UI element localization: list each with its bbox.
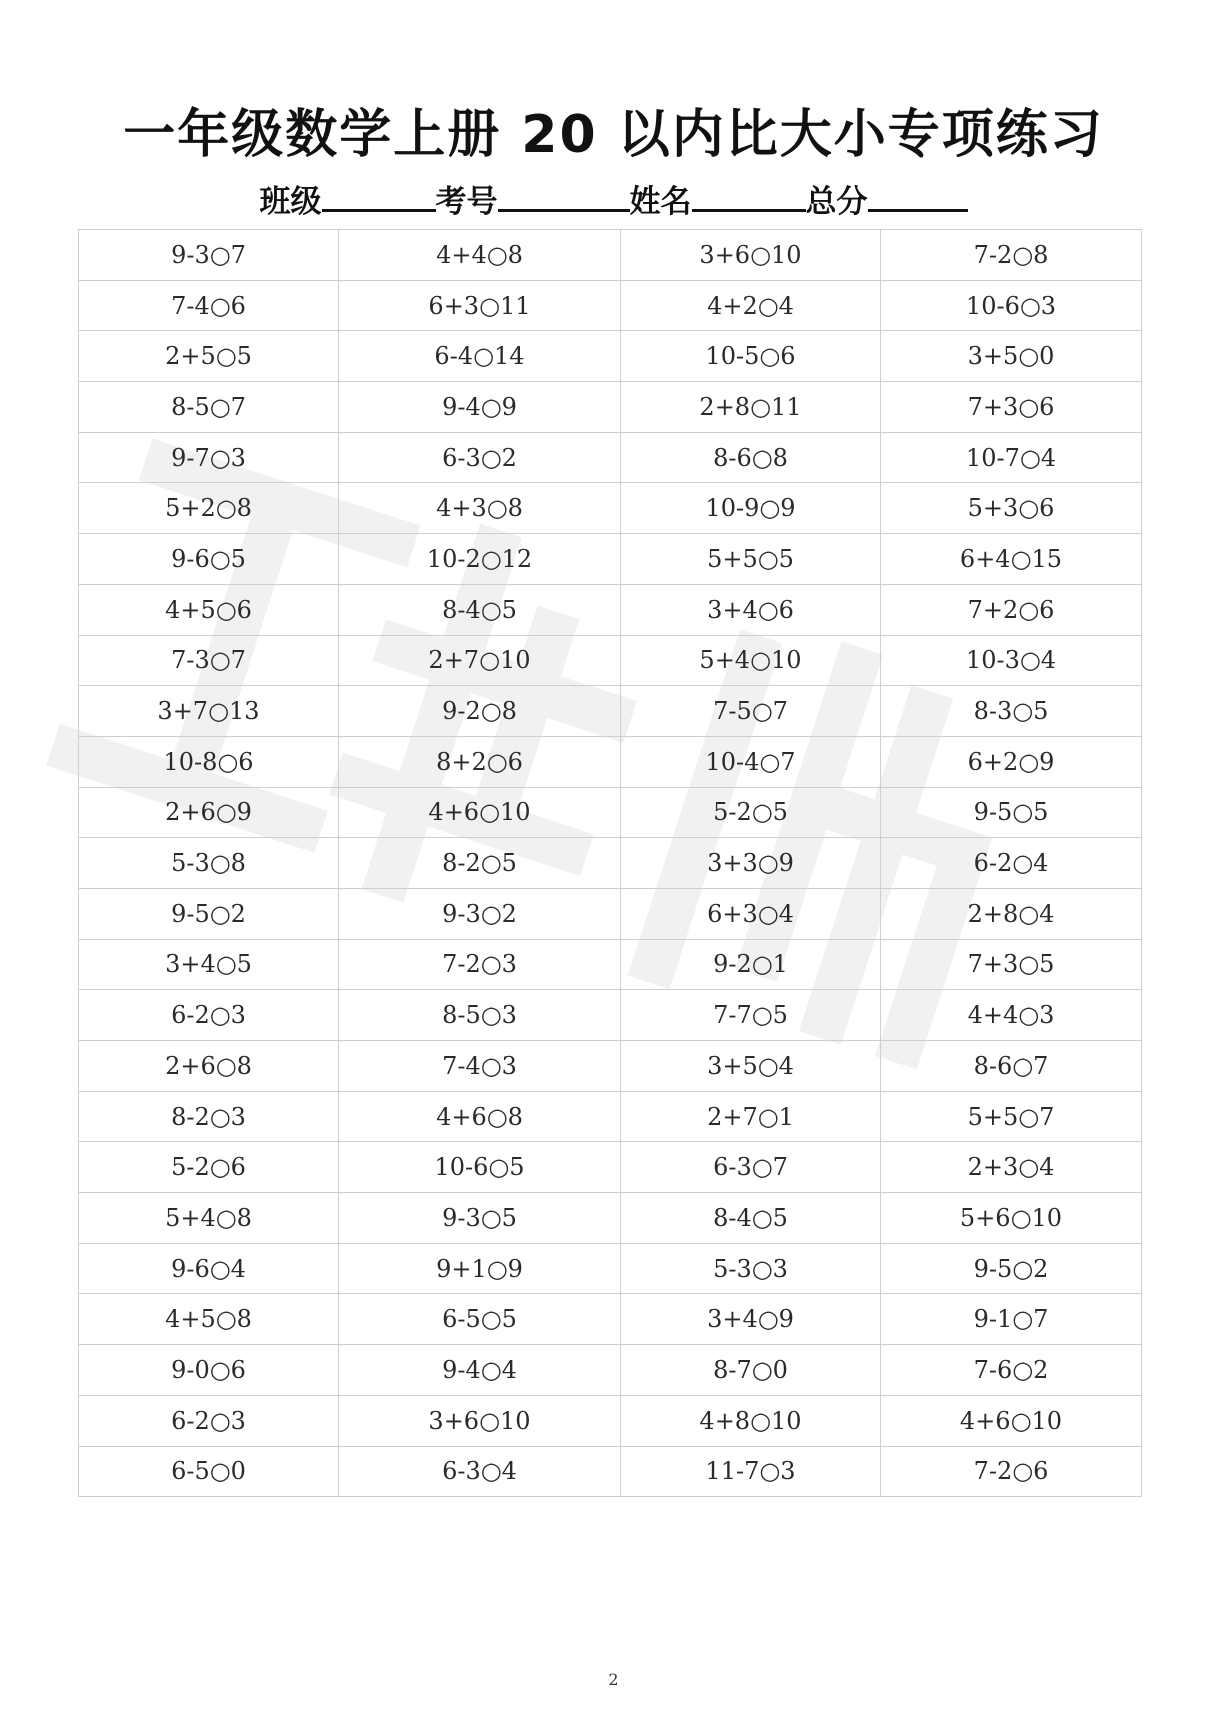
exercise-cell[interactable]: 10-4○7 [621, 736, 881, 787]
exercise-cell[interactable]: 4+5○8 [79, 1294, 339, 1345]
exercise-cell[interactable]: 9-0○6 [79, 1345, 339, 1396]
table-row [79, 1446, 1142, 1497]
exercise-cell[interactable]: 4+6○10 [339, 787, 621, 838]
name-label: 姓名 [629, 184, 692, 220]
exercise-cell[interactable]: 2+8○11 [621, 382, 881, 433]
exercise-cell[interactable]: 8-3○5 [881, 686, 1142, 737]
exercise-cell[interactable]: 10-7○4 [881, 432, 1142, 483]
table-row [79, 483, 1142, 534]
exercise-cell[interactable]: 3+5○0 [881, 331, 1142, 382]
table-row [79, 1142, 1142, 1193]
table-row [79, 1243, 1142, 1294]
exercise-cell[interactable]: 6+3○4 [621, 888, 881, 939]
exercise-cell[interactable]: 7-6○2 [881, 1345, 1142, 1396]
exam-number-blank[interactable] [498, 179, 630, 212]
exercise-cell[interactable]: 5+4○8 [79, 1193, 339, 1244]
exercise-cell[interactable]: 5-3○8 [79, 838, 339, 889]
exercise-cell[interactable]: 9-3○5 [339, 1193, 621, 1244]
exercise-cell[interactable]: 9-3○2 [339, 888, 621, 939]
exercise-cell[interactable]: 8-6○7 [881, 1041, 1142, 1092]
table-row [79, 686, 1142, 737]
exercise-cell[interactable]: 4+3○8 [339, 483, 621, 534]
exercise-cell[interactable]: 7-4○3 [339, 1041, 621, 1092]
exercise-table [78, 229, 1142, 1497]
table-row [79, 230, 1142, 281]
name-field [630, 176, 806, 221]
total-score-field [806, 176, 968, 221]
exercise-cell[interactable]: 4+8○10 [621, 1395, 881, 1446]
exercise-cell[interactable]: 7-3○7 [79, 635, 339, 686]
exercise-cell[interactable]: 2+6○8 [79, 1041, 339, 1092]
exercise-cell[interactable]: 4+4○8 [339, 230, 621, 281]
exercise-cell[interactable]: 6-2○3 [79, 1395, 339, 1446]
table-row [79, 331, 1142, 382]
exercise-cell[interactable]: 3+4○5 [79, 939, 339, 990]
exercise-cell[interactable]: 4+4○3 [881, 990, 1142, 1041]
exercise-cell[interactable]: 8-4○5 [621, 1193, 881, 1244]
exercise-cell[interactable]: 6-3○7 [621, 1142, 881, 1193]
table-row [79, 432, 1142, 483]
exercise-cell[interactable]: 10-9○9 [621, 483, 881, 534]
exercise-cell[interactable]: 10-8○6 [79, 736, 339, 787]
exercise-cell[interactable]: 7-5○7 [621, 686, 881, 737]
exercise-cell[interactable]: 10-3○4 [881, 635, 1142, 686]
exercise-cell[interactable]: 9-7○3 [79, 432, 339, 483]
exercise-cell[interactable]: 7-2○3 [339, 939, 621, 990]
exercise-cell[interactable]: 3+4○6 [621, 584, 881, 635]
exercise-cell[interactable]: 9-1○7 [881, 1294, 1142, 1345]
exercise-cell[interactable]: 7-7○5 [621, 990, 881, 1041]
exercise-cell[interactable]: 7+2○6 [881, 584, 1142, 635]
exercise-cell[interactable]: 2+6○9 [79, 787, 339, 838]
exercise-cell[interactable]: 3+4○9 [621, 1294, 881, 1345]
table-row [79, 1091, 1142, 1142]
table-row [79, 939, 1142, 990]
exercise-cell[interactable]: 7-4○6 [79, 280, 339, 331]
exercise-cell[interactable]: 8+2○6 [339, 736, 621, 787]
exercise-cell[interactable]: 6+4○15 [881, 534, 1142, 585]
exercise-cell[interactable]: 10-2○12 [339, 534, 621, 585]
exam-number-field [436, 176, 630, 221]
exercise-cell[interactable]: 9+1○9 [339, 1243, 621, 1294]
table-row [79, 1041, 1142, 1092]
exercise-cell[interactable]: 6-4○14 [339, 331, 621, 382]
exercise-cell[interactable]: 6+3○11 [339, 280, 621, 331]
table-row [79, 1294, 1142, 1345]
exercise-cell[interactable]: 5+2○8 [79, 483, 339, 534]
exam-number-label: 考号 [435, 184, 498, 220]
exercise-cell[interactable]: 5+5○7 [881, 1091, 1142, 1142]
exercise-cell[interactable]: 2+3○4 [881, 1142, 1142, 1193]
exercise-cell[interactable]: 8-5○7 [79, 382, 339, 433]
exercise-cell[interactable]: 9-4○4 [339, 1345, 621, 1396]
exercise-cell[interactable]: 10-5○6 [621, 331, 881, 382]
page-number: 2 [608, 1670, 619, 1689]
exercise-cell[interactable]: 6-5○0 [79, 1446, 339, 1497]
class-label: 班级 [259, 184, 322, 220]
exercise-cell[interactable]: 10-6○3 [881, 280, 1142, 331]
exercise-cell[interactable]: 7-2○8 [881, 230, 1142, 281]
student-info-line [0, 176, 1227, 221]
exercise-cell[interactable]: 9-6○4 [79, 1243, 339, 1294]
exercise-cell[interactable]: 3+6○10 [621, 230, 881, 281]
exercise-cell[interactable]: 8-4○5 [339, 584, 621, 635]
exercise-cell[interactable]: 4+6○10 [881, 1395, 1142, 1446]
table-row [79, 736, 1142, 787]
exercise-cell[interactable]: 4+5○6 [79, 584, 339, 635]
table-row [79, 280, 1142, 331]
table-row [79, 1193, 1142, 1244]
exercise-cell[interactable]: 3+5○4 [621, 1041, 881, 1092]
exercise-cell[interactable]: 6-2○3 [79, 990, 339, 1041]
exercise-cell[interactable]: 3+7○13 [79, 686, 339, 737]
exercise-cell[interactable]: 9-5○5 [881, 787, 1142, 838]
exercise-cell[interactable]: 5-2○6 [79, 1142, 339, 1193]
exercise-cell[interactable]: 3+3○9 [621, 838, 881, 889]
class-blank[interactable] [322, 179, 436, 212]
exercise-cell[interactable]: 2+5○5 [79, 331, 339, 382]
exercise-cell[interactable]: 9-5○2 [79, 888, 339, 939]
exercise-cell[interactable]: 5-3○3 [621, 1243, 881, 1294]
exercise-cell[interactable]: 5-2○5 [621, 787, 881, 838]
exercise-cell[interactable]: 11-7○3 [621, 1446, 881, 1497]
class-field [260, 176, 436, 221]
exercise-cell[interactable]: 9-3○7 [79, 230, 339, 281]
name-blank[interactable] [692, 179, 806, 212]
exercise-cell[interactable]: 4+2○4 [621, 280, 881, 331]
exercise-cell[interactable]: 6+2○9 [881, 736, 1142, 787]
table-row [79, 888, 1142, 939]
page-title: 一年级数学上册 20 以内比大小专项练习 [123, 105, 1104, 165]
exercise-cell[interactable]: 8-7○0 [621, 1345, 881, 1396]
exercise-table-body [79, 230, 1142, 1497]
exercise-cell[interactable]: 2+8○4 [881, 888, 1142, 939]
exercise-cell[interactable]: 5+5○5 [621, 534, 881, 585]
exercise-cell[interactable]: 6-3○4 [339, 1446, 621, 1497]
exercise-cell[interactable]: 9-4○9 [339, 382, 621, 433]
table-row [79, 1395, 1142, 1446]
total-score-label: 总分 [805, 184, 868, 220]
exercise-cell[interactable]: 7-2○6 [881, 1446, 1142, 1497]
table-row [79, 1345, 1142, 1396]
table-row [79, 382, 1142, 433]
exercise-cell[interactable]: 2+7○1 [621, 1091, 881, 1142]
exercise-cell[interactable]: 8-5○3 [339, 990, 621, 1041]
exercise-cell[interactable]: 4+6○8 [339, 1091, 621, 1142]
exercise-cell[interactable]: 9-2○8 [339, 686, 621, 737]
exercise-cell[interactable]: 5+4○10 [621, 635, 881, 686]
exercise-cell[interactable]: 6-2○4 [881, 838, 1142, 889]
table-row [79, 838, 1142, 889]
exercise-cell[interactable]: 5+6○10 [881, 1193, 1142, 1244]
exercise-cell[interactable]: 5+3○6 [881, 483, 1142, 534]
exercise-cell[interactable]: 8-2○5 [339, 838, 621, 889]
table-row [79, 534, 1142, 585]
table-row [79, 584, 1142, 635]
exercise-cell[interactable]: 8-6○8 [621, 432, 881, 483]
exercise-cell[interactable]: 6-3○2 [339, 432, 621, 483]
exercise-cell[interactable]: 8-2○3 [79, 1091, 339, 1142]
exercise-cell[interactable]: 9-2○1 [621, 939, 881, 990]
exercise-cell[interactable]: 6-5○5 [339, 1294, 621, 1345]
exercise-cell[interactable]: 7+3○5 [881, 939, 1142, 990]
table-row [79, 990, 1142, 1041]
table-row [79, 787, 1142, 838]
exercise-cell[interactable]: 2+7○10 [339, 635, 621, 686]
exercise-cell[interactable]: 7+3○6 [881, 382, 1142, 433]
table-row [79, 635, 1142, 686]
exercise-cell[interactable]: 9-6○5 [79, 534, 339, 585]
exercise-cell[interactable]: 3+6○10 [339, 1395, 621, 1446]
total-score-blank[interactable] [868, 179, 968, 212]
exercise-cell[interactable]: 10-6○5 [339, 1142, 621, 1193]
exercise-cell[interactable]: 9-5○2 [881, 1243, 1142, 1294]
